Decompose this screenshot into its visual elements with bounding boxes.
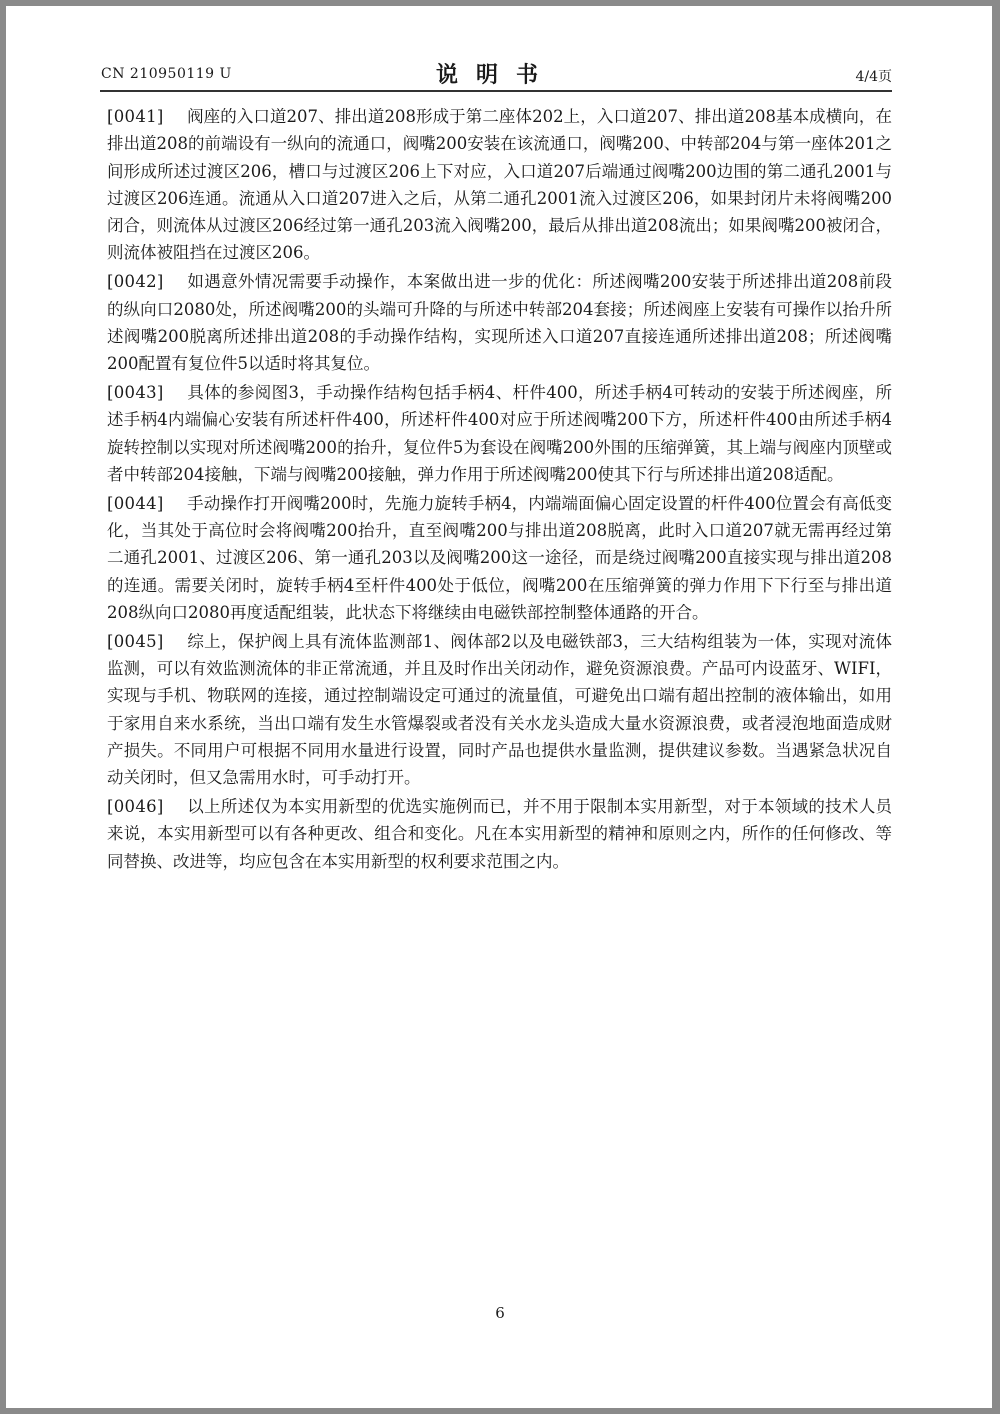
page-count: 4/4页 bbox=[855, 69, 892, 85]
paragraph-number: [0041] bbox=[107, 107, 164, 126]
paragraph-0043 bbox=[107, 379, 892, 488]
paragraph-0045 bbox=[107, 628, 892, 792]
paragraph-text: 阀座的入口道207、排出道208形成于第二座体202上，入口道207、排出道208基本成横向，在排出道208的前端设有一纵向的流通口，阀嘴200安装在该流通口，阀嘴200、中转部204与第一座体201之间形成所述过渡区206，槽口与过渡区206上下对应，入口道207后端通过阀嘴200边围的第二通孔2001与过渡区206连通。流通从入口道207进入之后，从第二通孔2001流入过渡区206，如果封闭片未将阀嘴200闭合，则流体从过渡区206经过第一通孔203流入阀嘴200，最后从排出道208流出；如果阀嘴200被闭合，则流体被阻挡在过渡区206。 bbox=[107, 107, 892, 263]
page-number: 6 bbox=[495, 1304, 505, 1322]
paragraph-0046 bbox=[107, 793, 892, 875]
header-divider bbox=[100, 90, 892, 92]
document-title: 说明书 bbox=[435, 62, 556, 88]
paragraph-text: 以上所述仅为本实用新型的优选实施例而已，并不用于限制本实用新型，对于本领域的技术人员来说，本实用新型可以有各种更改、组合和变化。凡在本实用新型的精神和原则之内，所作的任何修改、等同替换、改进等，均应包含在本实用新型的权利要求范围之内。 bbox=[107, 796, 892, 871]
paragraph-0044 bbox=[107, 490, 892, 626]
paragraph-text: 具体的参阅图3，手动操作结构包括手柄4、杆件400，所述手柄4可转动的安装于所述阀座，所述手柄4内端偏心安装有所述杆件400，所述杆件400对应于所述阀嘴200下方，所述杆件400由所述手柄4旋转控制以实现对所述阀嘴200的抬升，复位件5为套设在阀嘴200外围的压缩弹簧，其上端与阀座内顶壁或者中转部204接触，下端与阀嘴200接触，弹力作用于所述阀嘴200使其下行与所述排出道208适配。 bbox=[107, 382, 892, 484]
paragraph-text: 综上，保护阀上具有流体监测部1、阀体部2以及电磁铁部3，三大结构组装为一体，实现对流体监测，可以有效监测流体的非正常流通，并且及时作出关闭动作，避免资源浪费。产品可内设蓝牙、WIFI，实现与手机、物联网的连接，通过控制端设定可通过的流量值，可避免出口端有超出控制的液体输出，如用于家用自来水系统，当出口端有发生水管爆裂或者没有关水龙头造成大量水资源浪费，或者浸泡地面造成财产损失。不同用户可根据不同用水量进行设置，同时产品也提供水量监测，提供建议参数。当遇紧急状况自动关闭时，但又急需用水时，可手动打开。 bbox=[107, 631, 892, 788]
paragraph-number: [0043] bbox=[107, 382, 164, 402]
paragraph-0041 bbox=[107, 103, 892, 267]
description-body bbox=[107, 103, 892, 876]
paragraph-number: [0042] bbox=[107, 272, 164, 292]
paragraph-text: 如遇意外情况需要手动操作，本案做出进一步的优化：所述阀嘴200安装于所述排出道208前段的纵向口2080处，所述阀嘴200的头端可升降的与所述中转部204套接；所述阀座上安装有可操作以抬升所述阀嘴200脱离所述排出道208的手动操作结构，实现所述入口道207直接连通所述排出道208；所述阀嘴200配置有复位件5以适时将其复位。 bbox=[107, 272, 892, 374]
paragraph-number: [0046] bbox=[107, 796, 164, 816]
patent-number: CN 210950119 U bbox=[101, 66, 232, 82]
paragraph-text: 手动操作打开阀嘴200时，先施力旋转手柄4，内端端面偏心固定设置的杆件400位置会有高低变化，当其处于高位时会将阀嘴200抬升，直至阀嘴200与排出道208脱离，此时入口道207就无需再经过第二通孔2001、过渡区206、第一通孔203以及阀嘴200这一途径，而是绕过阀嘴200直接实现与排出道208的连通。需要关闭时，旋转手柄4至杆件400处于低位，阀嘴200在压缩弹簧的弹力作用下下行至与排出道208纵向口2080再度适配组装，此状态下将继续由电磁铁部控制整体通路的开合。 bbox=[107, 493, 892, 622]
paragraph-0042 bbox=[107, 268, 892, 377]
page-header bbox=[100, 58, 892, 94]
paragraph-number: [0045] bbox=[107, 631, 164, 651]
paragraph-number: [0044] bbox=[107, 493, 164, 513]
